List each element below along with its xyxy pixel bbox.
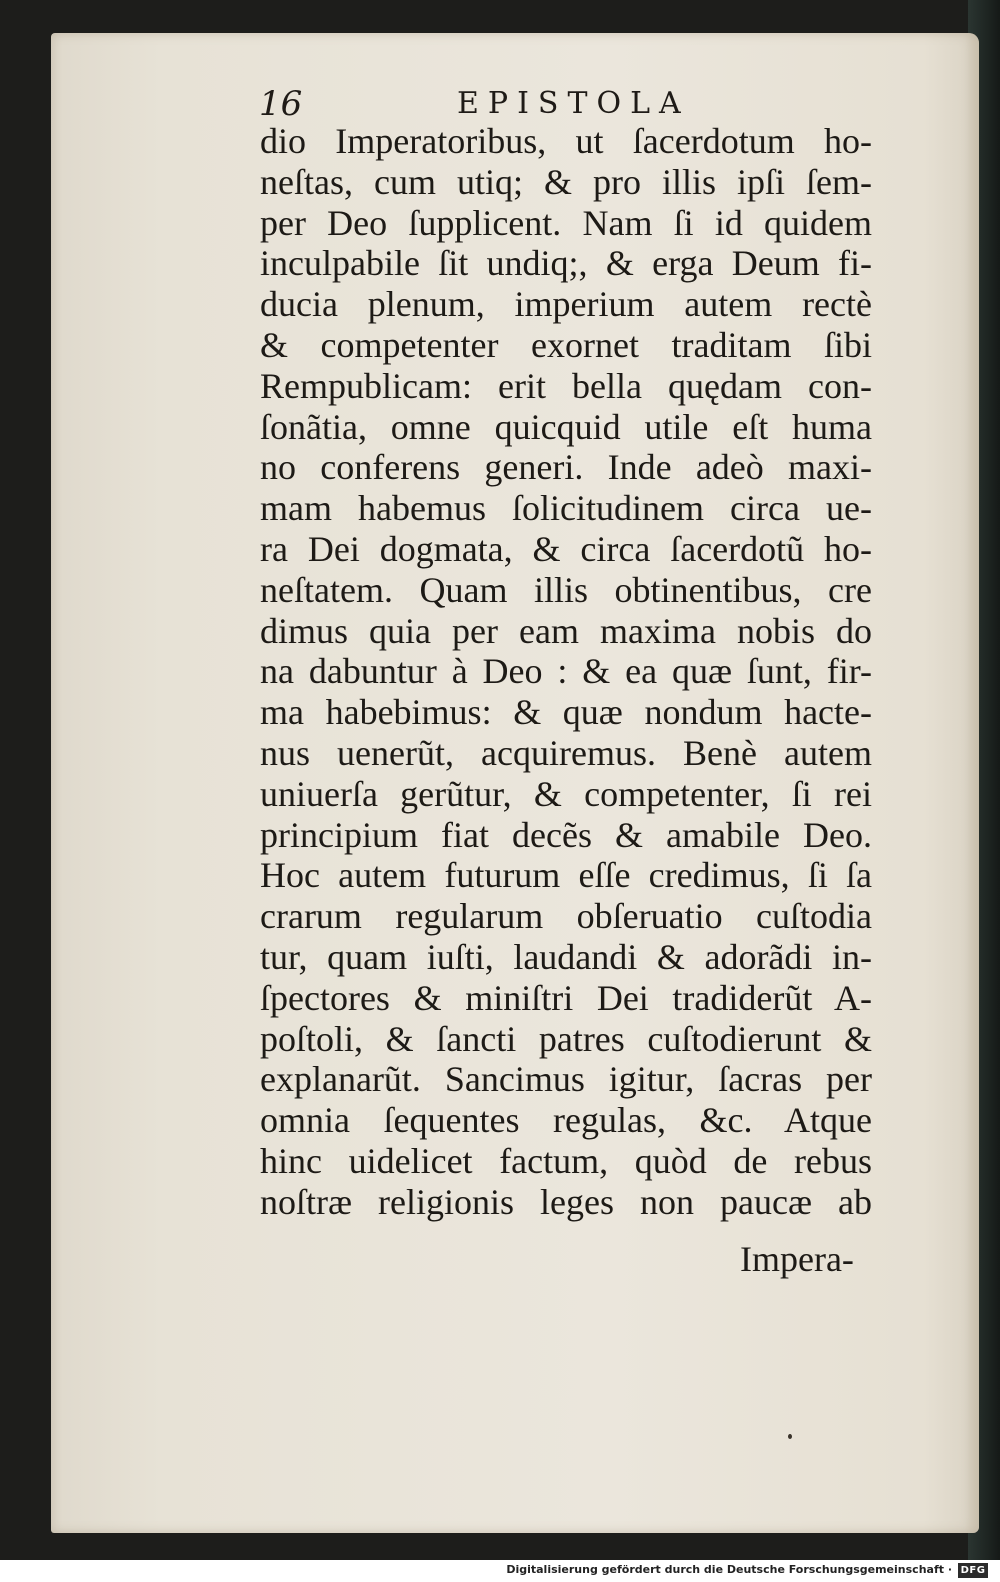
text-line: nus uenerũt, acquiremus. Benè autem — [260, 732, 872, 773]
text-line: na dabuntur à Deo : & ea quæ ſunt, fir- — [260, 651, 872, 692]
text-line: uniuerſa gerũtur, & competenter, ſi rei — [260, 773, 872, 814]
text-line: noſtræ religionis leges non paucæ ab — [260, 1181, 872, 1222]
ink-speck — [788, 1434, 792, 1439]
dfg-logo: DFG — [958, 1563, 988, 1578]
text-line: omnia ſequentes regulas, &c. Atque — [260, 1100, 872, 1141]
text-line: per Deo ſupplicent. Nam ſi id quidem — [260, 202, 872, 243]
digitization-credit: Digitalisierung gefördert durch die Deutsche Forschungsgemeinschaft · — [506, 1563, 952, 1576]
text-line: ſpectores & miniſtri Dei tradiderũt A- — [260, 977, 872, 1018]
text-line: principium fiat decẽs & amabile Deo. — [260, 814, 872, 855]
page-number: 16 — [259, 84, 303, 124]
text-line: dio Imperatoribus, ut ſacerdotum ho- — [260, 121, 872, 161]
text-line: & competenter exornet traditam ſibi — [260, 324, 872, 365]
text-line: tur, quam iuſti, laudandi & adorãdi in- — [260, 936, 872, 977]
text-line: Hoc autem futurum eſſe credimus, ſi ſa — [260, 855, 872, 896]
catchword: Impera- — [740, 1239, 854, 1279]
text-line: inculpabile ſit undiq;, & erga Deum fi- — [260, 243, 872, 284]
text-line: ducia plenum, imperium autem rectè — [260, 284, 872, 325]
text-line: crarum regularum obſeruatio cuſtodia — [260, 896, 872, 937]
text-line: hinc uidelicet factum, quòd de rebus — [260, 1140, 872, 1181]
text-line: ra Dei dogmata, & circa ſacerdotũ ho- — [260, 528, 872, 569]
text-line: no conferens generi. Inde adeò maxi- — [260, 447, 872, 488]
page-edge-shadow — [965, 33, 979, 1533]
running-title: EPISTOLA — [457, 86, 690, 121]
text-line: dimus quia per eam maxima nobis do — [260, 610, 872, 651]
text-line: poſtoli, & ſancti patres cuſtodierunt & — [260, 1018, 872, 1059]
text-line: ſonãtia, omne quicquid utile eſt huma — [260, 406, 872, 447]
text-line: mam habemus ſolicitudinem circa ue- — [260, 488, 872, 529]
text-line: neſtatem. Quam illis obtinentibus, cre — [260, 569, 872, 610]
text-line: neſtas, cum utiq; & pro illis ipſi ſem- — [260, 161, 872, 202]
text-line: explanarũt. Sancimus igitur, ſacras per — [260, 1059, 872, 1100]
text-line: Rempublicam: erit bella quędam con- — [260, 365, 872, 406]
text-line: ma habebimus: & quæ nondum hacte- — [260, 692, 872, 733]
body-text — [260, 121, 872, 1223]
